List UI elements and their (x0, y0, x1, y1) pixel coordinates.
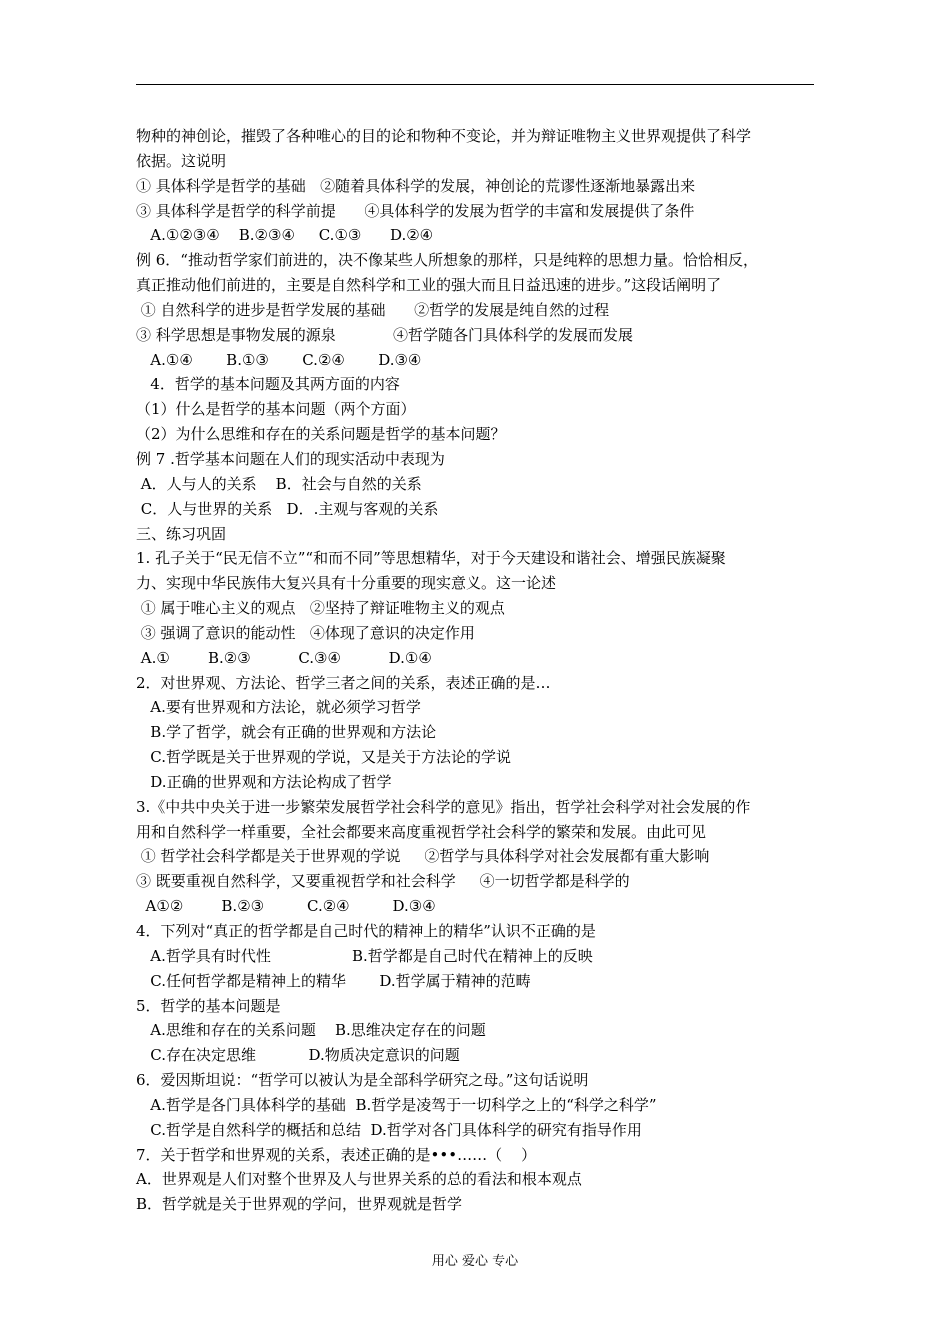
section-heading: 三、练习巩固 (136, 524, 227, 543)
text-line: C.任何哲学都是精神上的精华 D.哲学属于精神的范畴 (136, 971, 531, 990)
text-line: ① 属于唯心主义的观点 ②坚持了辩证唯物主义的观点 (136, 599, 505, 618)
text-line: 3.《中共中央关于进一步繁荣发展哲学社会科学的意见》指出，哲学社会科学对社会发展的作 (136, 797, 751, 816)
text-line: ③ 科学思想是事物发展的源泉 ④哲学随各门具体科学的发展而发展 (136, 325, 633, 344)
text-line: B．哲学就是关于世界观的学问，世界观就是哲学 (136, 1195, 463, 1214)
text-line: A.①②③④ B.②③④ C.①③ D.②④ (136, 226, 434, 245)
text-line: 力、实现中华民族伟大复兴具有十分重要的现实意义。这一论述 (136, 574, 557, 593)
document-body (136, 124, 826, 1217)
text-line: A①② B.②③ C.②④ D.③④ (136, 897, 436, 916)
page-footer: 用心 爱心 专心 (431, 1254, 519, 1269)
text-line: 例 6．“推动哲学家们前进的，决不像某些人所想象的那样，只是纯粹的思想力量。恰恰相反， (136, 251, 758, 270)
text-line: 物种的神创论，摧毁了各种唯心的目的论和物种不变论，并为辩证唯物主义世界观提供了科学 (136, 127, 752, 145)
text-line: ① 具体科学是哲学的基础 ②随着具体科学的发展，神创论的荒谬性逐渐地暴露出来 (136, 176, 696, 195)
text-line: A.哲学是各门具体科学的基础 B.哲学是凌驾于一切科学之上的“科学之科学” (136, 1095, 657, 1114)
text-line: C.哲学既是关于世界观的学说，又是关于方法论的学说 (136, 748, 512, 767)
text-line: C．人与世界的关系 D．.主观与客观的关系 (136, 499, 439, 518)
text-line: A.① B.②③ C.③④ D.①④ (136, 648, 432, 667)
text-line: 例 7 .哲学基本问题在人们的现实活动中表现为 (136, 449, 445, 468)
text-line: ③ 既要重视自然科学，又要重视哲学和社会科学 ④一切哲学都是科学的 (136, 872, 630, 891)
text-line: A.要有世界观和方法论，就必须学习哲学 (136, 698, 421, 717)
text-line: 5．哲学的基本问题是 (136, 996, 281, 1015)
text-line: ① 自然科学的进步是哲学发展的基础 ②哲学的发展是纯自然的过程 (136, 300, 610, 319)
text-line: （2）为什么思维和存在的关系问题是哲学的基本问题？ (136, 425, 506, 444)
text-line: B.学了哲学，就会有正确的世界观和方法论 (136, 723, 437, 742)
text-line: A.①④ B.①③ C.②④ D.③④ (136, 350, 422, 369)
text-line: 2．对世界观、方法论、哲学三者之间的关系，表述正确的是… (136, 673, 551, 692)
text-line: ③ 具体科学是哲学的科学前提 ④具体科学的发展为哲学的丰富和发展提供了条件 (136, 201, 695, 220)
text-line: 依据。这说明 (136, 151, 227, 170)
text-line: D.正确的世界观和方法论构成了哲学 (136, 772, 392, 791)
text-line: 1. 孔子关于“民无信不立”“和而不同”等思想精华，对于今天建设和谐社会、增强民族凝聚 (136, 549, 726, 568)
text-line: ③ 强调了意识的能动性 ④体现了意识的决定作用 (136, 623, 475, 642)
text-line: 4．哲学的基本问题及其两方面的内容 (136, 375, 400, 394)
text-line: ① 哲学社会科学都是关于世界观的学说 ②哲学与具体科学对社会发展都有重大影响 (136, 847, 710, 866)
text-line: 7．关于哲学和世界观的关系，表述正确的是•••……（ ） (136, 1145, 537, 1164)
text-line: A.哲学具有时代性 B.哲学都是自己时代在精神上的反映 (136, 946, 593, 965)
text-line: 4．下列对“真正的哲学都是自己时代的精神上的精华”认识不正确的是 (136, 922, 596, 940)
text-line: A．人与人的关系 B．社会与自然的关系 (136, 474, 422, 493)
text-line: C.存在决定思维 D.物质决定意识的问题 (136, 1046, 460, 1065)
text-line: 真正推动他们前进的，主要是自然科学和工业的强大而且日益迅速的进步。”这段话阐明了 (136, 276, 722, 295)
text-line: 用和自然科学一样重要，全社会都要来高度重视哲学社会科学的繁荣和发展。由此可见 (136, 822, 707, 841)
text-line: C.哲学是自然科学的概括和总结 D.哲学对各门具体科学的研究有指导作用 (136, 1120, 642, 1139)
header-rule (136, 84, 814, 85)
text-line: （1）什么是哲学的基本问题（两个方面） (136, 400, 416, 419)
text-line: A．世界观是人们对整个世界及人与世界关系的总的看法和根本观点 (136, 1170, 582, 1189)
text-line: 6．爱因斯坦说：“哲学可以被认为是全部科学研究之母。”这句话说明 (136, 1071, 589, 1090)
text-line: A.思维和存在的关系问题 B.思维决定存在的问题 (136, 1021, 486, 1040)
